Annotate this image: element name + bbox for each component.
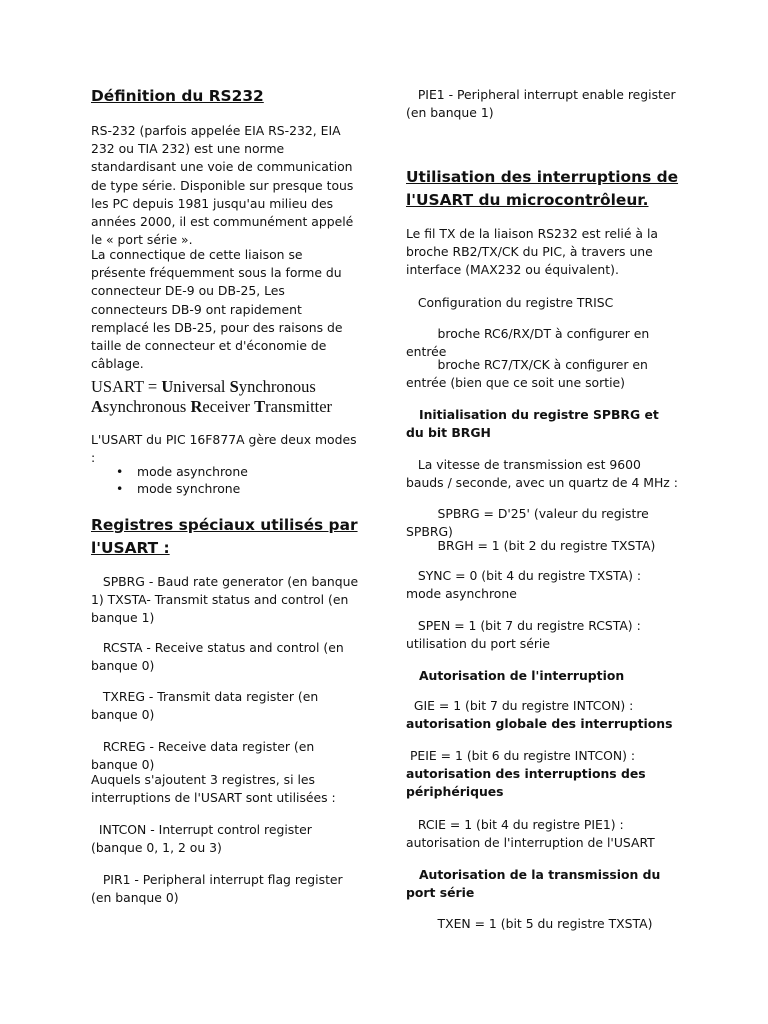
register-rcsta: RCSTA - Receive status and control (en banque 0)	[91, 640, 348, 674]
usart-word-asynchronous: synchronous	[102, 397, 191, 416]
definition-paragraph-2: La connectique de cette liaison se présente fréquemment sous la forme du connecteur DE-9 ou DB-25, Les connecteurs DB-9 ont rapidement remplacé les DB-25, pour des raisons de taille de connecteur et d'économie de câblage.	[91, 247, 343, 372]
peie-description: autorisation des interruptions des périphériques	[406, 766, 646, 800]
tx-wire-paragraph: Le fil TX de la liaison RS232 est relié à la broche RB2/TX/CK du PIC, à travers une interface (MAX232 ou équivalent).	[406, 226, 658, 278]
usart-word-transmitter: ransmitter	[265, 397, 333, 416]
usart-letter-u: U	[161, 377, 174, 396]
rcie-value: RCIE = 1 (bit 4 du registre PIE1) : autorisation de l'interruption de l'USART	[406, 817, 655, 851]
baud-rate-paragraph: La vitesse de transmission est 9600 bauds / seconde, avec un quartz de 4 MHz :	[406, 457, 678, 491]
interrupt-auth-heading: Autorisation de l'interruption	[406, 668, 625, 683]
registers-heading: Registres spéciaux utilisés par l'USART :	[91, 516, 358, 557]
usart-word-receiver: eceiver	[202, 397, 255, 416]
usart-letter-r: R	[190, 397, 203, 416]
usart-letter-s: S	[229, 377, 239, 396]
definition-heading: Définition du RS232	[91, 87, 264, 105]
usart-modes-list	[91, 464, 359, 497]
interrupts-heading: Utilisation des interruptions de l'USART du microcontrôleur.	[406, 168, 679, 209]
added-registers-intro: Auquels s'ajoutent 3 registres, si les interruptions de l'USART sont utilisées :	[91, 772, 336, 806]
gie-description: autorisation globale des interruptions	[406, 716, 673, 732]
usart-word-universal: niversal	[173, 377, 230, 396]
bullet-icon: •	[116, 480, 124, 496]
mode-synchrone: mode synchrone	[137, 480, 241, 496]
brgh-value: BRGH = 1 (bit 2 du registre TXSTA)	[406, 538, 656, 553]
rc6-pin-config: broche RC6/RX/DT à configurer en entrée	[406, 326, 654, 360]
gie-prefix: GIE = 1 (bit 7 du registre INTCON) :	[406, 698, 634, 713]
usart-acronym-title	[91, 377, 359, 417]
register-pir1: PIR1 - Peripheral interrupt flag register (en banque 0)	[91, 872, 347, 906]
spbrg-init-heading: Initialisation du registre SPBRG et du bit BRGH	[406, 407, 664, 441]
definition-paragraph-1: RS-232 (parfois appelée EIA RS-232, EIA 232 ou TIA 232) est une norme standardisant une voie de communication de type série. Disponible sur presque tous les PC depuis 1981 jusqu'au milieu des années 2000, il est communément appelé le « port série ».	[91, 123, 354, 248]
peie-prefix: PEIE = 1 (bit 6 du registre INTCON) :	[406, 748, 636, 763]
peie-value	[406, 747, 680, 802]
usart-modes-intro: L'USART du PIC 16F877A gère deux modes :	[91, 432, 357, 466]
register-pie1: PIE1 - Peripheral interrupt enable register (en banque 1)	[406, 87, 680, 121]
register-spbrg-txsta: SPBRG - Baud rate generator (en banque 1) TXSTA- Transmit status and control (en banque 1)	[91, 574, 363, 626]
spen-value: SPEN = 1 (bit 7 du registre RCSTA) : utilisation du port série	[406, 618, 645, 652]
usart-letter-t: T	[254, 397, 266, 416]
rc7-pin-config: broche RC7/TX/CK à configurer en entrée (bien que ce soit une sortie)	[406, 357, 652, 391]
trisc-config: Configuration du registre TRISC	[406, 295, 614, 310]
register-rcreg: RCREG - Receive data register (en banque 0)	[91, 739, 319, 773]
sync-value: SYNC = 0 (bit 4 du registre TXSTA) : mode asynchrone	[406, 568, 646, 602]
mode-asynchrone: mode asynchrone	[137, 464, 248, 479]
list-item	[91, 464, 359, 481]
spbrg-value: SPBRG = D'25' (valeur du registre SPBRG)	[406, 506, 653, 540]
serial-tx-auth-heading: Autorisation de la transmission du port série	[406, 867, 665, 901]
usart-title-prefix: USART =	[91, 377, 162, 396]
gie-value	[406, 697, 680, 733]
list-item	[91, 481, 359, 498]
usart-letter-a: A	[91, 397, 103, 416]
register-txreg: TXREG - Transmit data register (en banque 0)	[91, 689, 323, 723]
register-intcon: INTCON - Interrupt control register (banque 0, 1, 2 ou 3)	[91, 822, 316, 856]
bullet-icon: •	[116, 464, 124, 479]
txen-value: TXEN = 1 (bit 5 du registre TXSTA)	[406, 916, 653, 931]
usart-word-synchronous: ynchronous	[238, 377, 316, 396]
